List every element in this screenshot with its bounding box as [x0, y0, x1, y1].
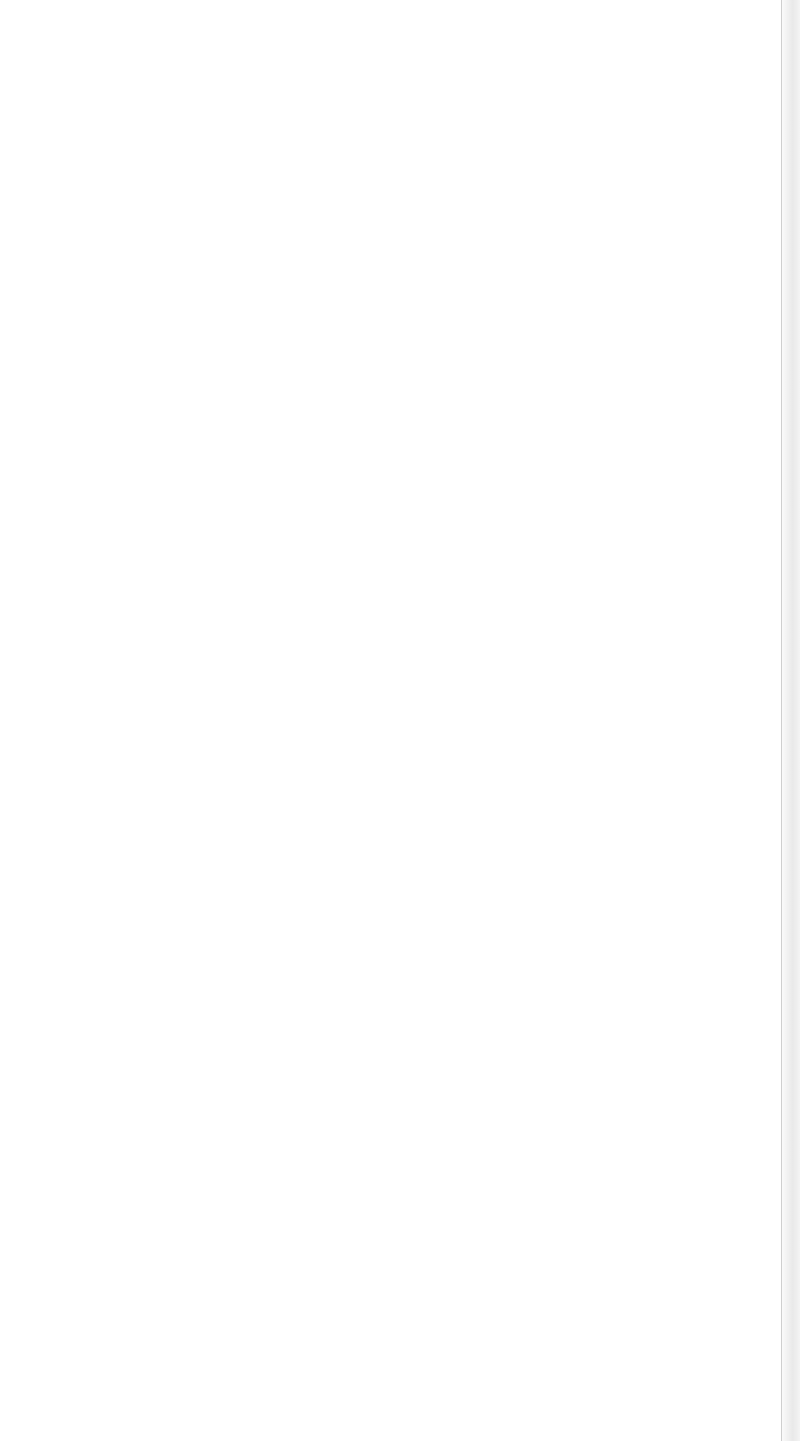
page-edge-shadow — [781, 0, 800, 1441]
